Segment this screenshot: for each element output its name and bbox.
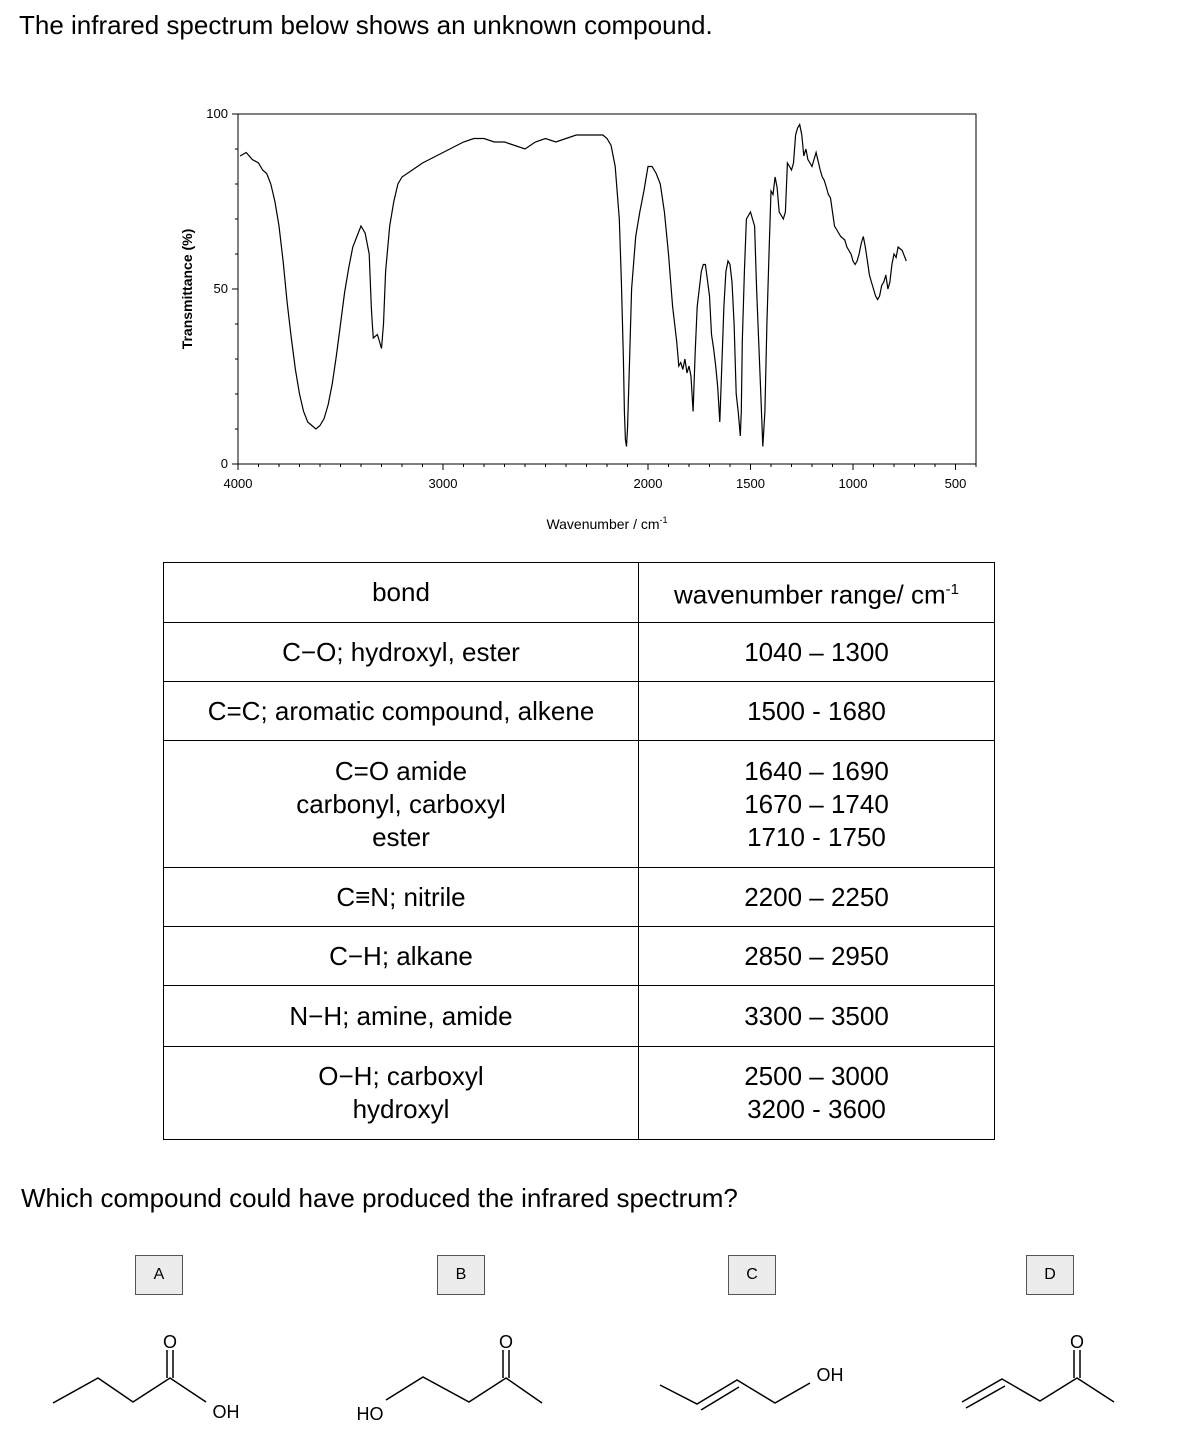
ir-spectrum-chart xyxy=(170,100,990,540)
structure-d xyxy=(962,1350,1114,1408)
y-tick-label: 50 xyxy=(213,281,228,296)
range-cell: 1040 – 1300 xyxy=(639,623,995,682)
range-cell: 2200 – 2250 xyxy=(639,868,995,927)
structure-a xyxy=(53,1350,206,1403)
header-bond: bond xyxy=(164,563,639,623)
bond-cell: N−H; amine, amide xyxy=(164,986,639,1047)
atom-c-oh: OH xyxy=(816,1365,844,1385)
x-tick-label: 1500 xyxy=(736,476,765,491)
table-header-row xyxy=(164,563,995,623)
structure-c xyxy=(660,1380,810,1410)
option-d-box[interactable]: D xyxy=(1026,1255,1074,1295)
atom-b-o: O xyxy=(498,1332,514,1352)
ir-reference-table xyxy=(163,562,995,1140)
table-row xyxy=(164,741,995,868)
x-tick-label: 3000 xyxy=(428,476,458,491)
x-axis-title: Wavenumber / $cm^{-1}$ xyxy=(546,515,668,532)
question-text: Which compound could have produced the infrared spectrum? xyxy=(21,1183,738,1213)
option-c-box[interactable]: C xyxy=(728,1255,776,1295)
x-tick-label: 500 xyxy=(944,476,967,491)
bond-cell: C−O; hydroxyl, ester xyxy=(164,623,639,682)
bond-cell: C=O amide carbonyl, carboxyl ester xyxy=(164,741,639,868)
bond-cell: C≡N; nitrile xyxy=(164,868,639,927)
atom-d-o: O xyxy=(1069,1332,1085,1352)
range-cell: 2500 – 3000 3200 - 3600 xyxy=(639,1047,995,1140)
bond-cell: O−H; carboxyl hydroxyl xyxy=(164,1047,639,1140)
spectrum-line xyxy=(240,125,906,447)
bond-cell: C=C; aromatic compound, alkene xyxy=(164,682,639,741)
y-axis-title: Transmittance (%) xyxy=(179,228,195,350)
x-tick-label: 2000 xyxy=(633,476,663,491)
structure-b xyxy=(386,1350,542,1403)
atom-a-oh: OH xyxy=(212,1402,240,1422)
table-row xyxy=(164,986,995,1047)
option-a-box[interactable]: A xyxy=(135,1255,183,1295)
range-cell: 3300 – 3500 xyxy=(639,986,995,1047)
atom-a-o: O xyxy=(162,1332,178,1352)
table-row xyxy=(164,868,995,927)
range-cell: 1640 – 1690 1670 – 1740 1710 - 1750 xyxy=(639,741,995,868)
structures xyxy=(0,1320,1200,1453)
plot-frame xyxy=(238,114,976,464)
table-row xyxy=(164,927,995,986)
table-row xyxy=(164,623,995,682)
atom-b-ho: HO xyxy=(356,1404,384,1424)
intro-text: The infrared spectrum below shows an unknown compound. xyxy=(19,10,713,40)
option-b-box[interactable]: B xyxy=(437,1255,485,1295)
table-row xyxy=(164,682,995,741)
x-axis-ticks xyxy=(224,464,976,491)
y-axis-ticks xyxy=(206,106,238,471)
range-cell: 2850 – 2950 xyxy=(639,927,995,986)
x-tick-label: 1000 xyxy=(838,476,868,491)
y-tick-label: 0 xyxy=(220,456,228,471)
table-row xyxy=(164,1047,995,1140)
header-range: wavenumber range/ $cm^{-1}$ xyxy=(639,563,995,623)
range-cell: 1500 - 1680 xyxy=(639,682,995,741)
bond-cell: C−H; alkane xyxy=(164,927,639,986)
y-tick-label: 100 xyxy=(206,106,228,121)
x-tick-label: 4000 xyxy=(223,476,253,491)
